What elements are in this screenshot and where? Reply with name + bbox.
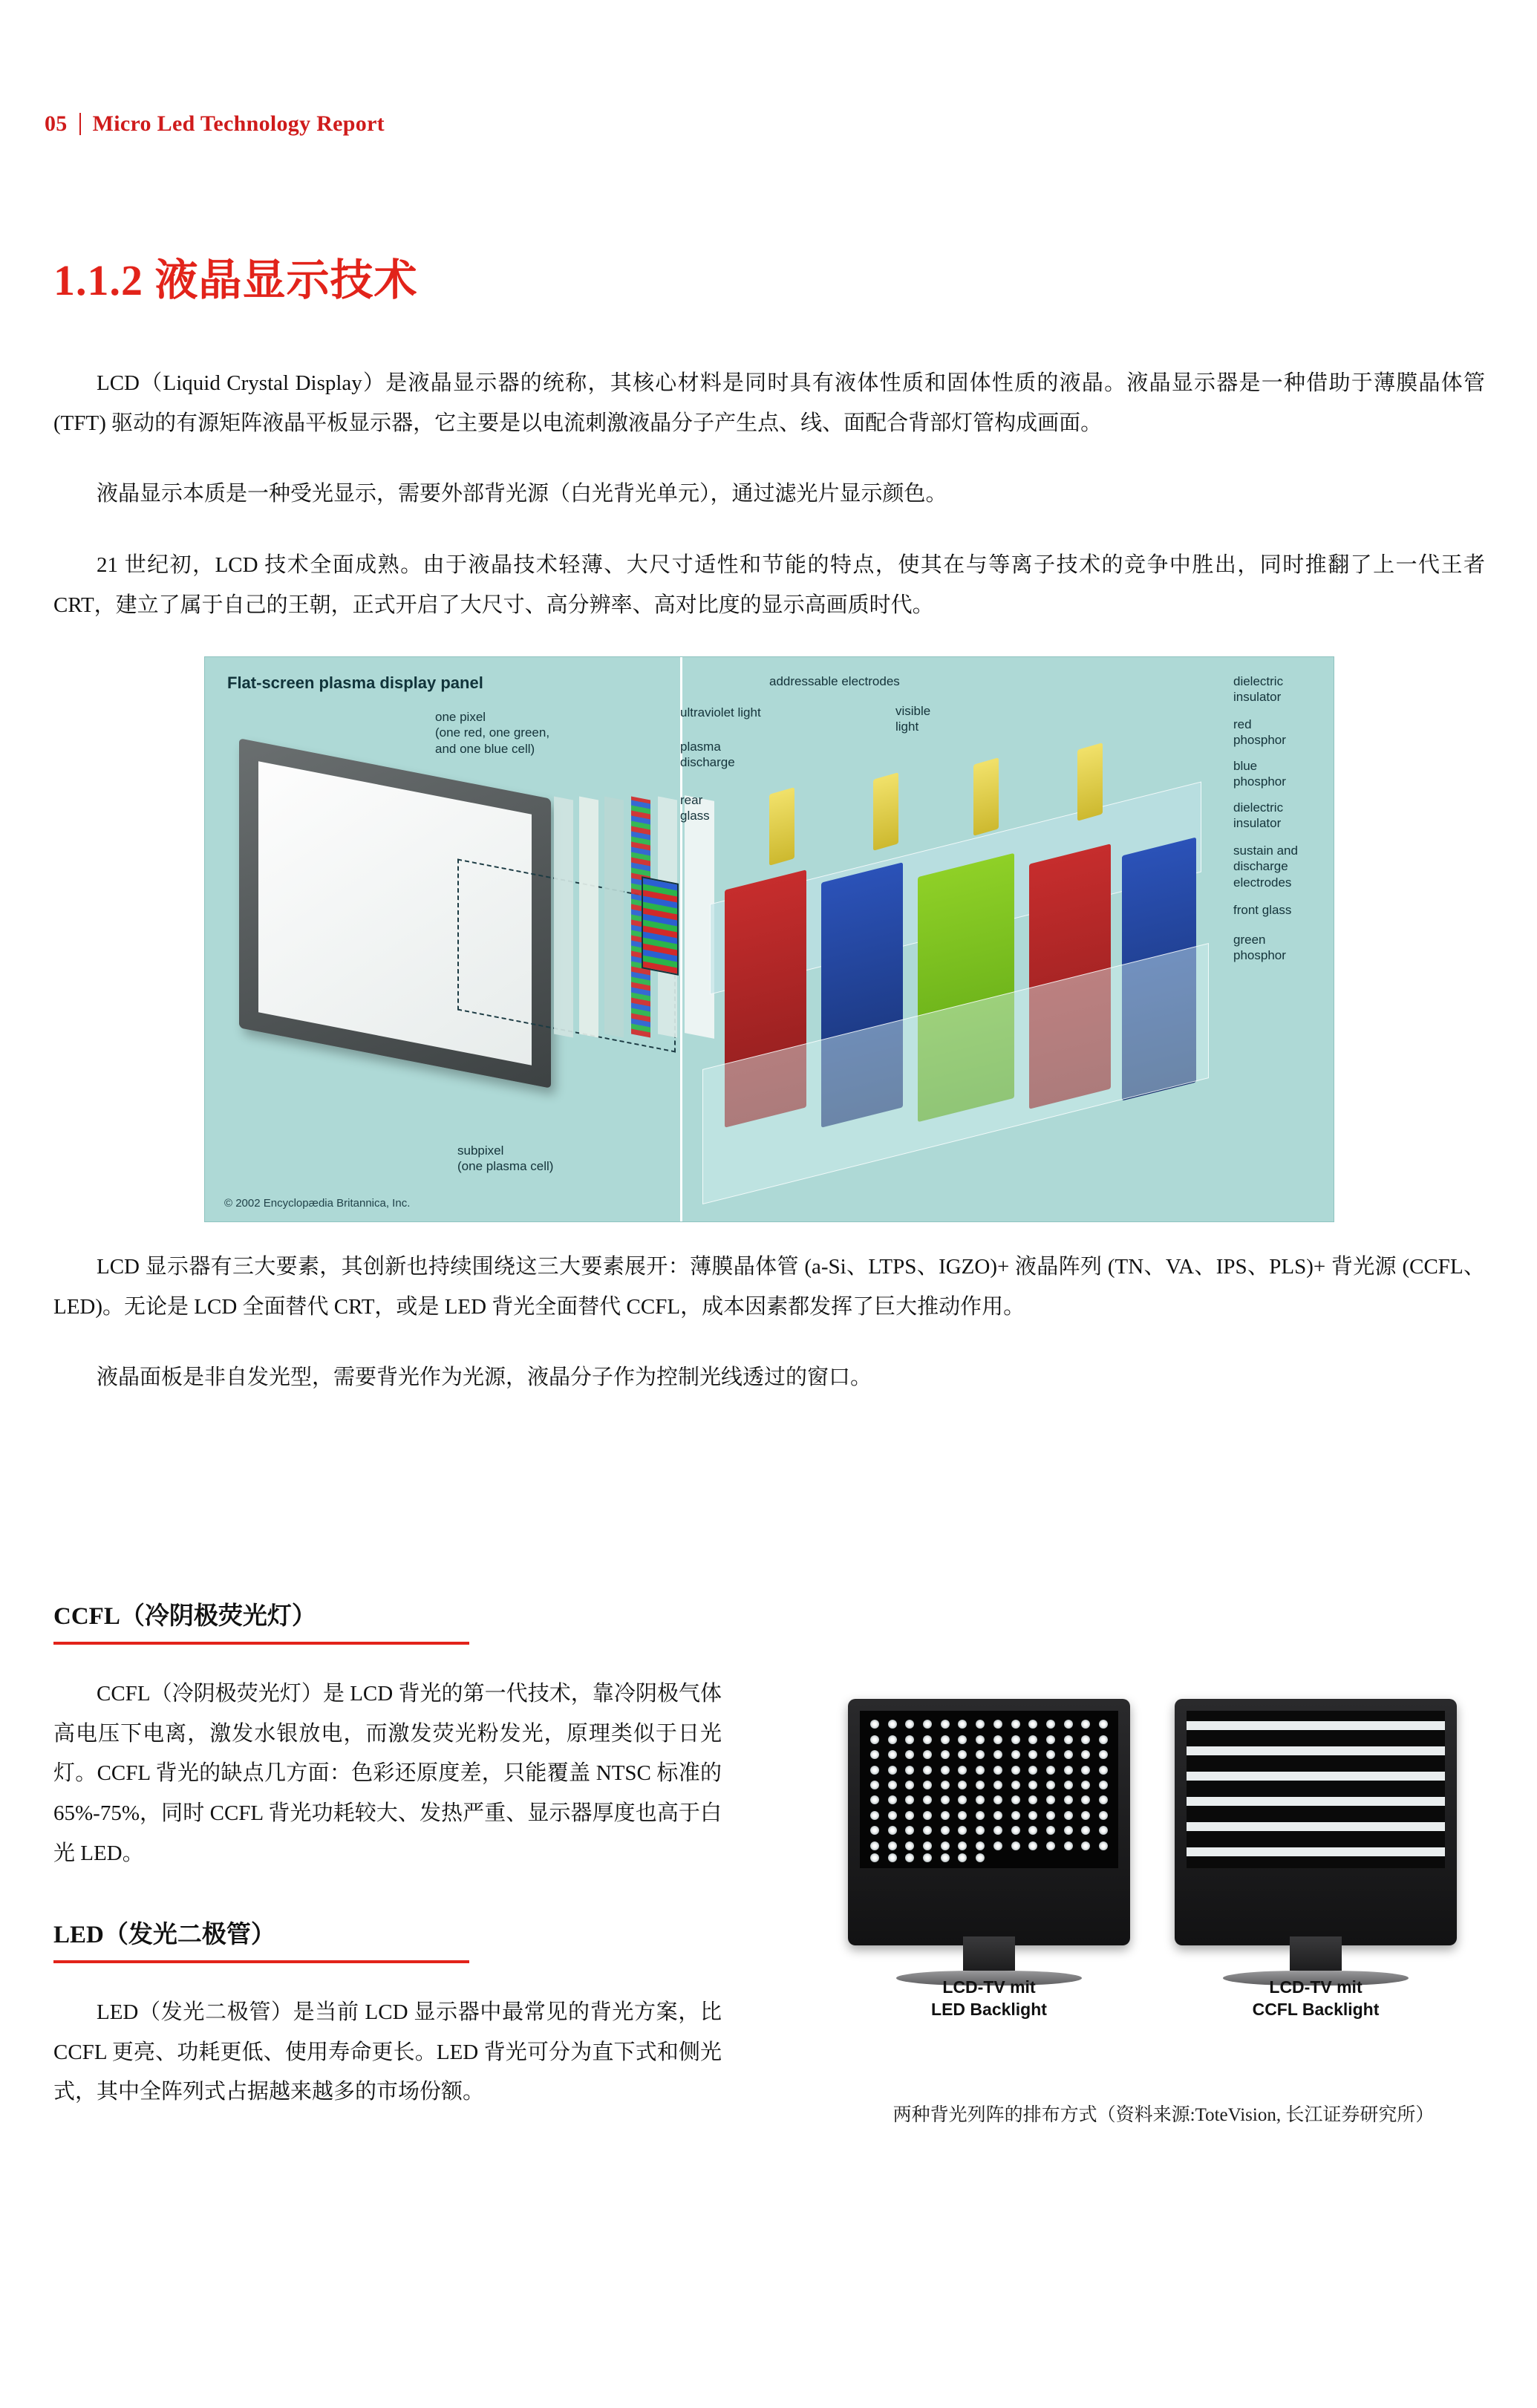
led-dot xyxy=(958,1826,967,1835)
tv-ccfl-caption-line1: LCD-TV mit xyxy=(1269,1977,1363,1997)
led-dot xyxy=(923,1795,932,1804)
led-dot xyxy=(976,1720,985,1729)
led-dot xyxy=(923,1781,932,1789)
ccfl-lamp-array xyxy=(1187,1711,1445,1868)
led-dot xyxy=(1011,1720,1020,1729)
led-dot xyxy=(923,1750,932,1759)
led-dot xyxy=(1046,1735,1055,1744)
tv-ccfl-screen xyxy=(1187,1711,1445,1868)
led-dot xyxy=(976,1811,985,1820)
led-body: LED（发光二极管）是当前 LCD 显示器中最常见的背光方案，比 CCFL 更亮、功耗更低、使用寿命更长。LED 背光可分为直下式和侧光式，其中全阵列式占据越来越多的市场份额。 xyxy=(53,2000,722,2104)
label-dielectric-insulator-1 xyxy=(1233,673,1334,705)
led-dot xyxy=(993,1766,1002,1775)
led-dot xyxy=(870,1841,879,1850)
led-dot xyxy=(941,1750,950,1759)
label-one-pixel-line2: (one red, one green, xyxy=(435,725,550,740)
label-sustain-discharge-electrodes xyxy=(1233,843,1334,890)
led-dot xyxy=(905,1841,914,1850)
led-dot xyxy=(905,1735,914,1744)
led-array xyxy=(860,1711,1118,1868)
led-dot xyxy=(888,1795,897,1804)
led-dot xyxy=(958,1735,967,1744)
led-dot xyxy=(1081,1811,1090,1820)
led-dot xyxy=(1011,1750,1020,1759)
led-dot xyxy=(1046,1766,1055,1775)
led-dot xyxy=(976,1853,985,1862)
paragraph-1: LCD（Liquid Crystal Display）是液晶显示器的统称，其核心材料是同时具有液体性质和固体性质的液晶。液晶显示器是一种借助于薄膜晶体管 (TFT) 驱动的有源矩阵液晶平板显示器，它主要是以电流刺激液晶分子产生点、线、面配合背部灯管构成画面。 xyxy=(53,371,1485,435)
header-page-number: 05 xyxy=(45,111,68,136)
led-dot xyxy=(993,1826,1002,1835)
led-dot xyxy=(923,1841,932,1850)
led-dot xyxy=(1028,1766,1037,1775)
page-header xyxy=(45,111,385,137)
led-dot xyxy=(1099,1841,1108,1850)
led-dot xyxy=(1064,1795,1073,1804)
led-dot xyxy=(976,1781,985,1789)
led-dot xyxy=(1028,1795,1037,1804)
led-dot xyxy=(905,1811,914,1820)
led-dot xyxy=(1046,1841,1055,1850)
led-dot xyxy=(905,1853,914,1862)
led-dot xyxy=(1081,1720,1090,1729)
led-dot xyxy=(976,1766,985,1775)
led-dot xyxy=(870,1853,879,1862)
led-dot xyxy=(1046,1826,1055,1835)
led-dot xyxy=(923,1826,932,1835)
ccfl-heading: CCFL（冷阴极荧光灯） xyxy=(53,1603,316,1630)
tv-ccfl-caption xyxy=(1175,1977,1457,2021)
main-content xyxy=(53,364,1485,1429)
label-dielectric1-line2: insulator xyxy=(1233,690,1282,705)
led-dot xyxy=(888,1841,897,1850)
led-dot xyxy=(1011,1766,1020,1775)
label-dielectric2-line1: dielectric xyxy=(1233,800,1284,815)
page-title: 1.1.2 液晶显示技术 xyxy=(53,256,418,304)
led-heading-rule xyxy=(53,1960,469,1963)
led-dot xyxy=(905,1795,914,1804)
led-dot xyxy=(958,1853,967,1862)
led-dot xyxy=(1064,1735,1073,1744)
label-subpixel-line2: (one plasma cell) xyxy=(457,1158,554,1173)
led-dot xyxy=(993,1735,1002,1744)
led-dot xyxy=(1064,1826,1073,1835)
led-dot xyxy=(870,1750,879,1759)
left-column xyxy=(53,1596,722,2135)
led-dot xyxy=(958,1811,967,1820)
led-dot xyxy=(1099,1781,1108,1789)
paragraph-2: 液晶显示本质是一种受光显示，需要外部背光源（白光背光单元），通过滤光片显示颜色。 xyxy=(97,482,947,506)
led-dot xyxy=(888,1735,897,1744)
led-dot xyxy=(905,1766,914,1775)
led-dot xyxy=(923,1766,932,1775)
led-dot xyxy=(1099,1826,1108,1835)
led-dot xyxy=(1099,1766,1108,1775)
led-dot xyxy=(1099,1750,1108,1759)
tv-led-caption-line1: LCD-TV mit xyxy=(942,1977,1036,1997)
label-rear-line1: rear xyxy=(680,793,703,808)
led-dot xyxy=(1046,1720,1055,1729)
led-dot xyxy=(1081,1735,1090,1744)
led-dot xyxy=(870,1720,879,1729)
label-addressable-electrodes: addressable electrodes xyxy=(769,674,900,689)
led-dot xyxy=(1099,1811,1108,1820)
label-green-phosphor xyxy=(1233,932,1334,964)
paragraph-5: 液晶面板是非自发光型，需要背光作为光源，液晶分子作为控制光线透过的窗口。 xyxy=(97,1365,872,1390)
led-dot xyxy=(941,1720,950,1729)
led-dot xyxy=(1099,1735,1108,1744)
ccfl-heading-rule xyxy=(53,1642,469,1645)
tv-ccfl-stand-neck xyxy=(1290,1936,1342,1971)
led-dot xyxy=(1081,1841,1090,1850)
led-dot xyxy=(976,1841,985,1850)
label-sustain-line3: electrodes xyxy=(1233,875,1292,890)
led-dot xyxy=(958,1750,967,1759)
led-dot xyxy=(888,1750,897,1759)
tv-led-stand-neck xyxy=(963,1936,1015,1971)
led-dot xyxy=(1028,1750,1037,1759)
tv-backlight-image xyxy=(841,1686,1487,2079)
led-dot xyxy=(1081,1826,1090,1835)
diagram-copyright: © 2002 Encyclopædia Britannica, Inc. xyxy=(224,1197,411,1210)
led-dot xyxy=(870,1766,879,1775)
led-dot xyxy=(1028,1841,1037,1850)
label-visible-line2: light xyxy=(895,720,919,734)
led-dot xyxy=(1064,1720,1073,1729)
led-dot xyxy=(958,1795,967,1804)
led-dot xyxy=(923,1735,932,1744)
led-dot xyxy=(870,1781,879,1789)
led-dot xyxy=(976,1750,985,1759)
led-dot xyxy=(905,1720,914,1729)
label-ultraviolet-light: ultraviolet light xyxy=(680,705,761,720)
label-plasma-line2: discharge xyxy=(680,755,735,770)
led-dot xyxy=(888,1720,897,1729)
label-plasma-line1: plasma xyxy=(680,740,721,754)
led-dot xyxy=(888,1826,897,1835)
label-one-pixel xyxy=(435,709,584,757)
led-dot xyxy=(1046,1811,1055,1820)
led-dot xyxy=(1028,1826,1037,1835)
label-blue-line1: blue xyxy=(1233,759,1258,774)
led-dot xyxy=(993,1720,1002,1729)
led-dot xyxy=(941,1811,950,1820)
led-dot xyxy=(870,1795,879,1804)
label-dielectric1-line1: dielectric xyxy=(1233,674,1284,689)
led-dot xyxy=(870,1826,879,1835)
led-dot xyxy=(941,1841,950,1850)
led-dot xyxy=(1011,1735,1020,1744)
label-red-line2: phosphor xyxy=(1233,733,1286,748)
led-dot xyxy=(1028,1811,1037,1820)
led-dot xyxy=(905,1826,914,1835)
led-dot xyxy=(1064,1811,1073,1820)
tv-ccfl-caption-line2: CCFL Backlight xyxy=(1252,2000,1380,2020)
label-blue-line2: phosphor xyxy=(1233,774,1286,789)
led-dot xyxy=(1081,1781,1090,1789)
label-green-line2: phosphor xyxy=(1233,948,1286,963)
ccfl-body: CCFL（冷阴极荧光灯）是 LCD 背光的第一代技术，靠冷阴极气体高电压下电离，激发水银放电，而激发荧光粉发光，原理类似于日光灯。CCFL 背光的缺点几方面：色彩还原度差，只能覆盖 NTSC 标准的 65%-75%，同时 CCFL 背光功耗较大、发热严重、显示器厚度也高于白光 LED。 xyxy=(53,1682,722,1865)
tv-ccfl-bezel xyxy=(1175,1699,1457,1945)
led-dot xyxy=(923,1811,932,1820)
led-dot xyxy=(993,1750,1002,1759)
led-dot xyxy=(1081,1795,1090,1804)
electrode-3 xyxy=(973,757,999,836)
label-rear-glass xyxy=(680,792,754,824)
label-green-line1: green xyxy=(1233,933,1266,947)
led-dot xyxy=(993,1841,1002,1850)
label-visible-light xyxy=(895,703,962,735)
led-dot xyxy=(1011,1826,1020,1835)
led-dot xyxy=(1011,1811,1020,1820)
led-dot xyxy=(888,1811,897,1820)
led-dot xyxy=(993,1781,1002,1789)
led-dot xyxy=(923,1853,932,1862)
led-dot xyxy=(1064,1766,1073,1775)
tv-led-backlight xyxy=(848,1699,1130,2020)
led-dot xyxy=(941,1795,950,1804)
led-dot xyxy=(1064,1841,1073,1850)
layer-slab-1 xyxy=(554,797,573,1038)
led-dot xyxy=(1046,1781,1055,1789)
label-plasma-discharge xyxy=(680,739,784,771)
led-dot xyxy=(941,1853,950,1862)
tv-led-caption-line2: LED Backlight xyxy=(931,2000,1047,2020)
led-dot xyxy=(941,1735,950,1744)
label-red-phosphor xyxy=(1233,717,1334,748)
tv-led-bezel xyxy=(848,1699,1130,1945)
led-dot xyxy=(1011,1781,1020,1789)
led-dot xyxy=(1028,1720,1037,1729)
header-title: Micro Led Technology Report xyxy=(92,111,385,136)
label-rear-line2: glass xyxy=(680,809,710,823)
layer-stack xyxy=(554,798,725,1058)
led-dot xyxy=(1011,1841,1020,1850)
one-pixel-highlight xyxy=(642,876,679,976)
led-dot xyxy=(993,1795,1002,1804)
layer-slab-2 xyxy=(579,797,598,1038)
label-subpixel-line1: subpixel xyxy=(457,1143,504,1158)
tv-ccfl-backlight xyxy=(1175,1699,1457,2020)
electrode-2 xyxy=(873,772,898,851)
label-one-pixel-line3: and one blue cell) xyxy=(435,741,535,756)
tv-figure-caption: 两种背光列阵的排布方式（资料来源:ToteVision, 长江证券研究所） xyxy=(892,2105,1435,2125)
led-dot xyxy=(1028,1735,1037,1744)
tv-backlight-figure xyxy=(841,1686,1487,2127)
electrode-4 xyxy=(1077,743,1103,821)
led-dot xyxy=(888,1853,897,1862)
paragraph-3: 21 世纪初，LCD 技术全面成熟。由于液晶技术轻薄、大尺寸适性和节能的特点，使其在与等离子技术的竞争中胜出，同时推翻了上一代王者 CRT，建立了属于自己的王朝，正式开启了大尺寸、高分辨率、高对比度的显示高画质时代。 xyxy=(53,552,1485,617)
led-dot xyxy=(923,1720,932,1729)
label-sustain-line1: sustain and xyxy=(1233,844,1298,858)
led-dot xyxy=(958,1766,967,1775)
label-blue-phosphor xyxy=(1233,758,1334,790)
led-dot xyxy=(941,1781,950,1789)
led-dot xyxy=(958,1841,967,1850)
led-dot xyxy=(870,1811,879,1820)
label-front-glass: front glass xyxy=(1233,903,1292,918)
tv-led-caption xyxy=(848,1977,1130,2021)
paragraph-4: LCD 显示器有三大要素，其创新也持续围绕这三大要素展开：薄膜晶体管 (a-Si、LTPS、IGZO)+ 液晶阵列 (TN、VA、IPS、PLS)+ 背光源 (CCFL、LED)。无论是 LCD 全面替代 CRT，或是 LED 背光全面替代 CCFL，成本因素都发挥了巨大推动作用。 xyxy=(53,1255,1485,1319)
label-dielectric-insulator-2 xyxy=(1233,800,1334,832)
layer-slab-3 xyxy=(604,797,624,1038)
led-dot xyxy=(958,1720,967,1729)
led-dot xyxy=(1099,1720,1108,1729)
label-sustain-line2: discharge xyxy=(1233,859,1288,874)
tv-led-screen xyxy=(860,1711,1118,1868)
led-dot xyxy=(941,1826,950,1835)
led-dot xyxy=(1046,1750,1055,1759)
plasma-display-diagram xyxy=(204,656,1334,1222)
led-dot xyxy=(1099,1795,1108,1804)
led-dot xyxy=(976,1795,985,1804)
led-dot xyxy=(1011,1795,1020,1804)
led-dot xyxy=(958,1781,967,1789)
diagram-panel-title: Flat-screen plasma display panel xyxy=(227,673,483,693)
label-red-line1: red xyxy=(1233,717,1252,732)
label-one-pixel-line1: one pixel xyxy=(435,710,486,725)
led-dot xyxy=(941,1766,950,1775)
label-visible-line1: visible xyxy=(895,704,931,719)
electrode-1 xyxy=(769,787,794,866)
led-dot xyxy=(888,1781,897,1789)
led-dot xyxy=(1046,1795,1055,1804)
lower-section xyxy=(53,1596,1485,2135)
led-dot xyxy=(1081,1766,1090,1775)
led-dot xyxy=(1064,1750,1073,1759)
label-subpixel xyxy=(457,1143,606,1175)
header-divider xyxy=(79,113,81,135)
led-dot xyxy=(870,1735,879,1744)
led-dot xyxy=(976,1826,985,1835)
label-dielectric2-line2: insulator xyxy=(1233,816,1282,831)
led-dot xyxy=(1081,1750,1090,1759)
led-dot xyxy=(905,1781,914,1789)
plasma-figure-wrapper xyxy=(53,656,1485,1222)
led-dot xyxy=(993,1811,1002,1820)
led-dot xyxy=(1064,1781,1073,1789)
led-dot xyxy=(1028,1781,1037,1789)
led-dot xyxy=(905,1750,914,1759)
led-dot xyxy=(976,1735,985,1744)
led-dot xyxy=(888,1766,897,1775)
led-heading: LED（发光二极管） xyxy=(53,1922,275,1949)
